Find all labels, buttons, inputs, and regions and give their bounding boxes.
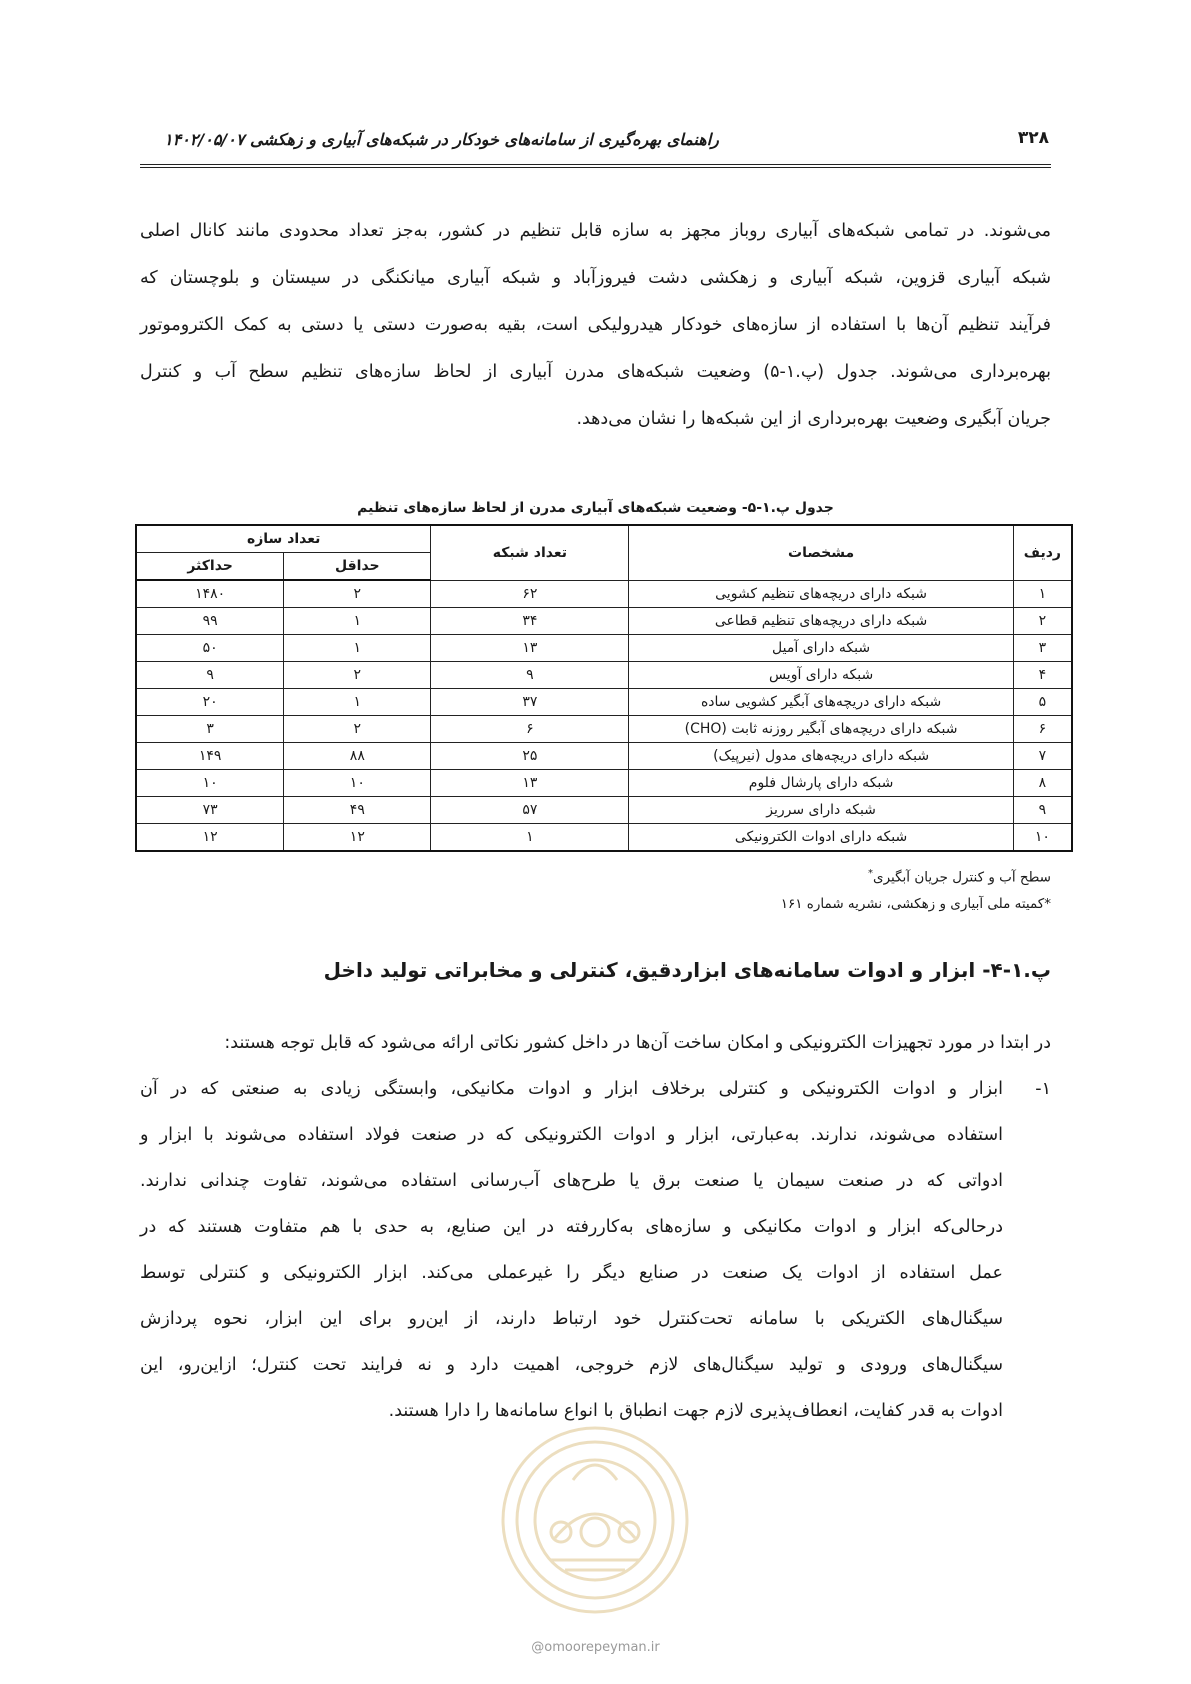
cell-spec: شبکه دارای پارشال فلوم bbox=[629, 770, 1013, 797]
cell-network-count: ۶۲ bbox=[431, 580, 629, 608]
table-caption: جدول پ.۱-۵- وضعیت شبکه‌های آبیاری مدرن از لحاظ سازه‌های تنظیم bbox=[357, 500, 834, 516]
cell-row-number: ۹ bbox=[1013, 797, 1072, 824]
list-text bbox=[140, 1066, 1003, 1434]
header-date: ۱۴۰۲/۰۵/۰۷ bbox=[164, 130, 245, 149]
table-note-text: سطح آب و کنترل جریان آبگیری bbox=[873, 869, 1051, 886]
list-line: استفاده می‌شوند، ندارند. به‌عبارتی، ابزار و ادوات الکترونیکی که در صنعت فولاد استفاده می‌شوند با ابزار و bbox=[140, 1125, 1003, 1145]
cell-spec: شبکه دارای سرریز bbox=[629, 797, 1013, 824]
list-line: ادواتی که در صنعت سیمان یا صنعت برق یا طرح‌های آب‌رسانی استفاده می‌شوند، تفاوت چندانی ندارند. bbox=[140, 1171, 1003, 1191]
table-row bbox=[136, 824, 1072, 852]
cell-network-count: ۱۳ bbox=[431, 770, 629, 797]
cell-min: ۱ bbox=[284, 689, 431, 716]
paragraph-line: بهره‌برداری می‌شوند. جدول (پ.۱-۵) وضعیت شبکه‌های مدرن آبیاری از لحاظ سازه‌های تنظیم سطح آب و کنترل bbox=[140, 362, 1051, 382]
cell-network-count: ۱ bbox=[431, 824, 629, 852]
publisher-seal-icon bbox=[495, 1420, 695, 1620]
header-max: حداکثر bbox=[136, 553, 284, 581]
header-network-count: تعداد شبکه bbox=[431, 525, 629, 580]
cell-row-number: ۴ bbox=[1013, 662, 1072, 689]
cell-row-number: ۶ bbox=[1013, 716, 1072, 743]
paragraph-line: فرآیند تنظیم آن‌ها با استفاده از سازه‌های خودکار هیدرولیکی است، بقیه به‌صورت دستی یا دستی به کمک الکتروموتور bbox=[140, 315, 1051, 335]
cell-min: ۴۹ bbox=[284, 797, 431, 824]
structures-table bbox=[135, 524, 1073, 852]
cell-max: ۹ bbox=[136, 662, 284, 689]
cell-max: ۱۲ bbox=[136, 824, 284, 852]
cell-max: ۵۰ bbox=[136, 635, 284, 662]
table-row bbox=[136, 635, 1072, 662]
list-line: ادوات به قدر کفایت، انعطاف‌پذیری لازم جهت انطباق با انواع سامانه‌ها را دارا هستند. bbox=[388, 1401, 1003, 1421]
list-line: سیگنال‌های ورودی و تولید سیگنال‌های لازم خروجی، اهمیت دارد و نه فرایند تحت کنترل؛ ازاین‌رو، این bbox=[140, 1355, 1003, 1375]
table-row bbox=[136, 797, 1072, 824]
table-row bbox=[136, 743, 1072, 770]
table-body bbox=[136, 580, 1072, 851]
cell-min: ۱ bbox=[284, 635, 431, 662]
cell-min: ۱۲ bbox=[284, 824, 431, 852]
cell-max: ۷۳ bbox=[136, 797, 284, 824]
cell-network-count: ۳۷ bbox=[431, 689, 629, 716]
list-line: سیگنال‌های الکتریکی با سامانه تحت‌کنترل خود ارتباط دارند، از این‌رو برای این ابزار، نحوه پردازش bbox=[140, 1309, 1003, 1329]
cell-spec: شبکه دارای دریچه‌های آبگیر کشویی ساده bbox=[629, 689, 1013, 716]
cell-max: ۱۴۸۰ bbox=[136, 580, 284, 608]
cell-network-count: ۳۴ bbox=[431, 608, 629, 635]
paragraph-line: می‌شوند. در تمامی شبکه‌های آبیاری روباز مجهز به سازه قابل تنظیم در کشور، به‌جز تعداد محدودی مانند کانال اصلی bbox=[140, 221, 1051, 241]
cell-max: ۱۰ bbox=[136, 770, 284, 797]
list-number: ۱- bbox=[1035, 1079, 1051, 1099]
cell-spec: شبکه دارای دریچه‌های مدول (نیرپیک) bbox=[629, 743, 1013, 770]
list-line: عمل استفاده از ادوات یک صنعت در صنایع دیگر را غیرعملی می‌کند. ابزار الکترونیکی و کنترلی توسط bbox=[140, 1263, 1003, 1283]
cell-spec: شبکه دارای دریچه‌های تنظیم کشویی bbox=[629, 580, 1013, 608]
cell-max: ۹۹ bbox=[136, 608, 284, 635]
table-note bbox=[868, 868, 1051, 886]
cell-spec: شبکه دارای دریچه‌های تنظیم قطاعی bbox=[629, 608, 1013, 635]
cell-spec: شبکه دارای ادوات الکترونیکی bbox=[629, 824, 1013, 852]
running-title bbox=[142, 130, 719, 149]
paragraph-line: شبکه آبیاری قزوین، شبکه آبیاری و زهکشی دشت فیروزآباد و شبکه آبیاری میانکنگی در سیستان و بلوچستان که bbox=[140, 268, 1051, 288]
section-heading: پ.۱-۴- ابزار و ادوات سامانه‌های ابزاردقیق، کنترلی و مخابراتی تولید داخل bbox=[323, 958, 1051, 982]
cell-row-number: ۲ bbox=[1013, 608, 1072, 635]
running-title-text: راهنمای بهره‌گیری از سامانه‌های خودکار در شبکه‌های آبیاری و زهکشی bbox=[250, 130, 719, 149]
cell-min: ۲ bbox=[284, 662, 431, 689]
cell-row-number: ۱ bbox=[1013, 580, 1072, 608]
cell-row-number: ۳ bbox=[1013, 635, 1072, 662]
cell-spec: شبکه دارای آویس bbox=[629, 662, 1013, 689]
header-structure-count: تعداد سازه bbox=[136, 525, 431, 553]
table-row bbox=[136, 580, 1072, 608]
cell-network-count: ۵۷ bbox=[431, 797, 629, 824]
header-min: حداقل bbox=[284, 553, 431, 581]
cell-network-count: ۹ bbox=[431, 662, 629, 689]
cell-row-number: ۷ bbox=[1013, 743, 1072, 770]
paragraph-line: جریان آبگیری وضعیت بهره‌برداری از این شبکه‌ها را نشان می‌دهد. bbox=[576, 409, 1051, 429]
header-spec: مشخصات bbox=[629, 525, 1013, 580]
intro-line: در ابتدا در مورد تجهیزات الکترونیکی و امکان ساخت آن‌ها در داخل کشور نکاتی ارائه می‌شود که قابل توجه هستند: bbox=[224, 1033, 1051, 1053]
cell-row-number: ۸ bbox=[1013, 770, 1072, 797]
cell-spec: شبکه دارای دریچه‌های آبگیر روزنه ثابت (CHO) bbox=[629, 716, 1013, 743]
cell-spec: شبکه دارای آمیل bbox=[629, 635, 1013, 662]
cell-min: ۲ bbox=[284, 580, 431, 608]
table-row bbox=[136, 689, 1072, 716]
cell-row-number: ۵ bbox=[1013, 689, 1072, 716]
list-line: درحالی‌که ابزار و ادوات مکانیکی و سازه‌های به‌کاررفته در این صنایع، به حدی با هم متفاوت هستند که در bbox=[140, 1217, 1003, 1237]
header-row-number: ردیف bbox=[1013, 525, 1072, 580]
page-number: ۳۲۸ bbox=[1017, 128, 1049, 148]
list-item bbox=[140, 1066, 1051, 1434]
website-watermark: @omoorepeyman.ir bbox=[531, 1640, 660, 1655]
cell-max: ۲۰ bbox=[136, 689, 284, 716]
paragraph-2 bbox=[140, 1020, 1051, 1434]
table-row bbox=[136, 770, 1072, 797]
page-header bbox=[140, 128, 1051, 168]
paragraph-1 bbox=[140, 208, 1051, 443]
list-line: ابزار و ادوات الکترونیکی و کنترلی برخلاف ابزار و ادوات مکانیکی، وابستگی زیادی به صنعتی که در آن bbox=[140, 1079, 1003, 1099]
footnote-mark: * bbox=[868, 868, 873, 879]
table-source: *کمیته ملی آبیاری و زهکشی، نشریه شماره ۱۶۱ bbox=[780, 896, 1051, 912]
cell-network-count: ۲۵ bbox=[431, 743, 629, 770]
table-row bbox=[136, 662, 1072, 689]
cell-min: ۸۸ bbox=[284, 743, 431, 770]
cell-row-number: ۱۰ bbox=[1013, 824, 1072, 852]
cell-min: ۱ bbox=[284, 608, 431, 635]
cell-min: ۲ bbox=[284, 716, 431, 743]
cell-max: ۳ bbox=[136, 716, 284, 743]
cell-network-count: ۶ bbox=[431, 716, 629, 743]
cell-network-count: ۱۳ bbox=[431, 635, 629, 662]
cell-min: ۱۰ bbox=[284, 770, 431, 797]
cell-max: ۱۴۹ bbox=[136, 743, 284, 770]
table-row bbox=[136, 716, 1072, 743]
table-row bbox=[136, 608, 1072, 635]
